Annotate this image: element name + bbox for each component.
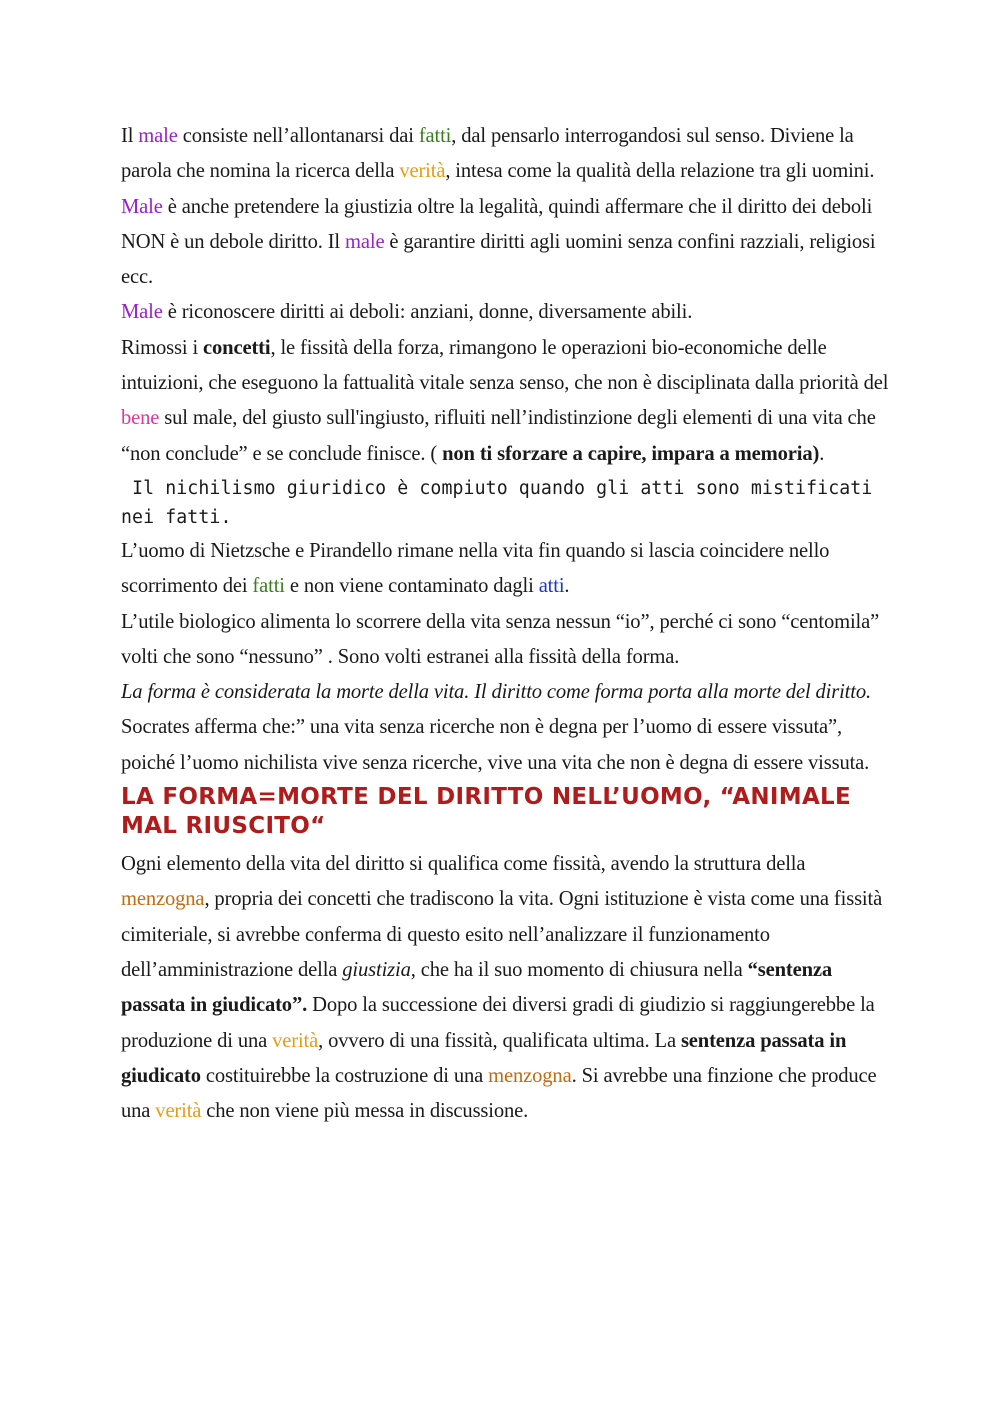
bold-memoria-note: non ti sforzare a capire, impara a memoria) [442,442,820,465]
bold-concetti: concetti [203,336,271,359]
keyword-menzogna: menzogna [121,888,205,911]
keyword-verita: verità [155,1100,202,1123]
keyword-menzogna: menzogna [488,1064,572,1087]
keyword-male: male [138,125,178,147]
keyword-fatti: fatti [252,575,285,598]
keyword-male: Male [121,195,163,218]
bold-sentenza: sentenza passata in giudicato [121,1029,847,1087]
paragraph-male-definition: Il male consiste nell’allontanarsi dai fatti, dal pensarlo interrogandosi sul senso. Diviene la parola che nomina la ricerca della verità, intesa come la qualità della relazione tra gli uomini. Male è anche pretendere la giustizia oltre la legalità, quindi affermare che il diritto dei deboli NON è un debole diritto. Il male è garantire diritti agli uomini senza confini razziali, religiosi ecc. [121,125,876,289]
paragraph-male-deboli: Male è riconoscere diritti ai deboli: anziani, donne, diversamente abili. [121,301,693,324]
keyword-fatti: fatti [418,125,452,147]
keyword-verita: verità [272,1029,319,1052]
keyword-atti: atti [538,575,565,598]
paragraph-socrates: Socrates afferma che:” una vita senza ricerche non è degna per l’uomo di essere vissuta”, poiché l’uomo nichilista vive senza ricerche, vive una vita che non è degna di essere vissuta. [121,716,870,774]
paragraph-nietzsche-pirandello: L’uomo di Nietzsche e Pirandello rimane nella vita fin quando si lascia coincidere nello scorrimento dei fatti e non viene contaminato dagli atti. [121,539,830,598]
paragraph-forma-morte: La forma è considerata la morte della vita. Il diritto come forma porta alla morte del diritto. [121,681,871,704]
keyword-male: Male [121,301,163,324]
paragraph-sentenza: Ogni elemento della vita del diritto si qualifica come fissità, avendo la struttura della menzogna, propria dei concetti che tradiscono la vita. Ogni istituzione è vista come una fissità cimiteriale, si avrebbe conferma di questo esito nell’analizzare il funzionamento dell’amministrazione della giustizia, che ha il suo momento di chiusura nella “sentenza passata in giudicato”. Dopo la successione dei diversi gradi di giudizio si raggiungerebbe la produzione di una verità, ovvero di una fissità, qualificata ultima. La sentenza passata in giudicato costituirebbe la costruzione di una menzogna. Si avrebbe una finzione che produce una verità che non viene più messa in discussione. [121,853,883,1123]
paragraph-concetti: Rimossi i concetti, le fissità della forza, rimangono le operazioni bio-economiche delle intuizioni, che eseguono la fattualità vitale senza senso, che non è disciplinata dalla priorità del bene sul male, del giusto sull'ingiusto, rifluiti nell’indistinzione degli elementi di una vita che “non conclude” e se conclude finisce. ( non ti sforzare a capire, impara a memoria). [121,336,889,465]
document-page [121,119,891,1129]
keyword-verita: verità [399,160,446,183]
bold-sentenza-quoted: “sentenza passata in giudicato”. [121,958,833,1017]
italic-giustizia: giustizia [342,958,411,981]
paragraph-nichilismo-giuridico: Il nichilismo giuridico è compiuto quando gli atti sono mistificati nei fatti. [121,477,873,529]
paragraph-utile-biologico: L’utile biologico alimenta lo scorrere della vita senza nessun “io”, perché ci sono “centomila” volti che sono “nessuno” . Sono volti estranei alla fissità della forma. [121,610,880,668]
keyword-male: male [345,230,385,253]
section-heading: LA FORMA=MORTE DEL DIRITTO NELL’UOMO, “ANIMALE MAL RIUSCITO“ [121,784,852,840]
keyword-bene: bene [121,407,160,430]
